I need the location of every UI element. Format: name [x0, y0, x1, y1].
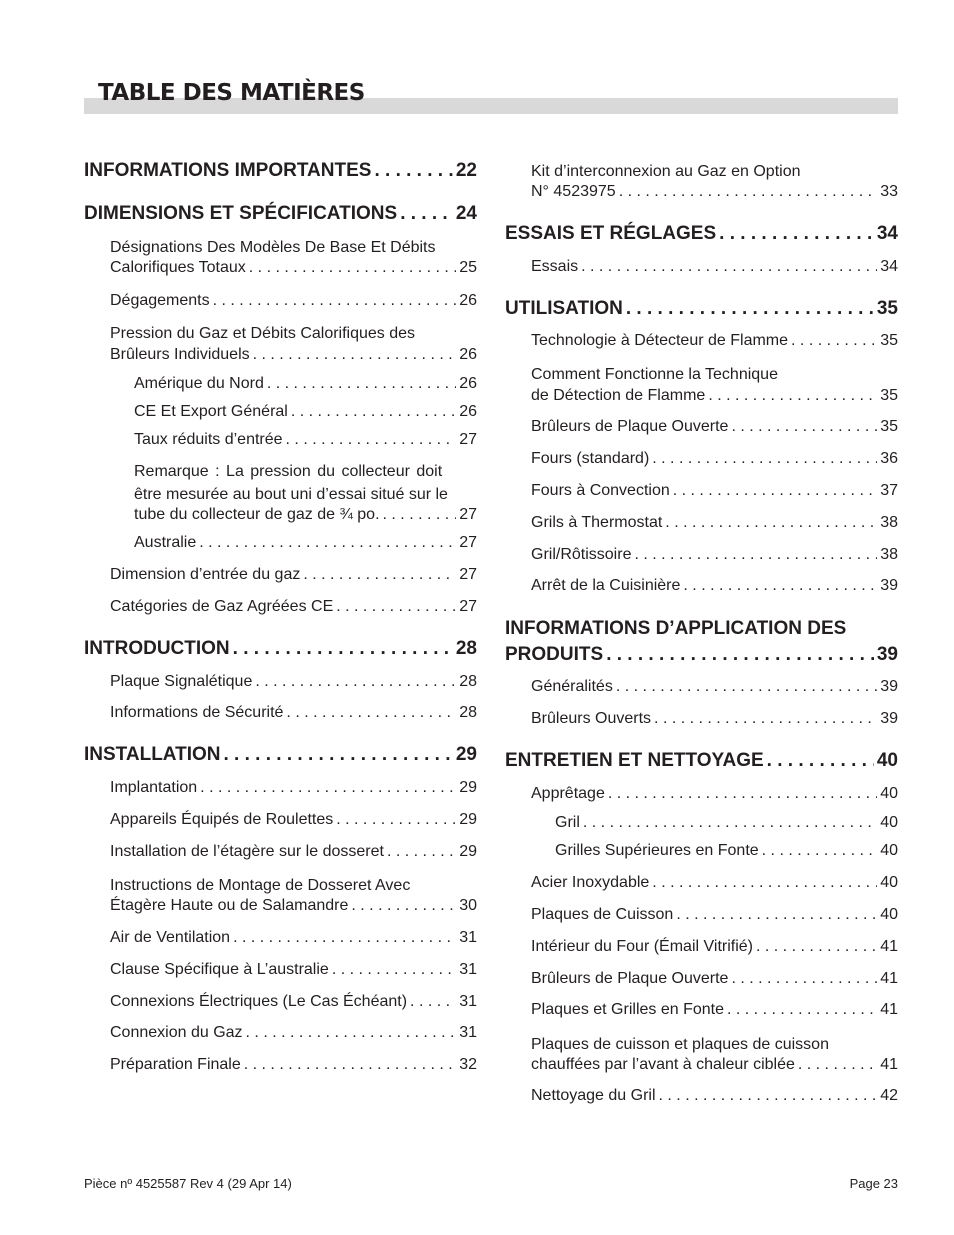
- dot-leader: [400, 203, 453, 225]
- toc-entry-nettoyage-gril[interactable]: [531, 1087, 898, 1105]
- toc-entry-designations-line1: Désignations Des Modèles De Base Et Débits: [110, 239, 436, 256]
- toc-page: 27: [459, 534, 477, 551]
- dot-leader: [665, 514, 877, 532]
- toc-entry-degagements[interactable]: [110, 292, 477, 310]
- toc-entry-informations-importantes[interactable]: [84, 160, 477, 182]
- toc-page: 33: [880, 183, 898, 200]
- toc-entry-pression-line1: Pression du Gaz et Débits Calorifiques des: [110, 325, 416, 342]
- toc-entry-bruleurs-plaque-2[interactable]: [531, 970, 898, 988]
- toc-entry-pression[interactable]: [110, 346, 477, 364]
- toc-entry-plaques-chauffees[interactable]: [531, 1056, 898, 1074]
- toc-page: 29: [459, 811, 477, 828]
- toc-label: CE Et Export Général: [134, 403, 288, 420]
- dot-leader: [246, 1024, 457, 1042]
- toc-label: Brûleurs Individuels: [110, 346, 250, 363]
- toc-page: 39: [876, 644, 898, 665]
- toc-page: 36: [880, 450, 898, 467]
- toc-entry-remarque-line2: être mesurée au bout uni d’essai situé sur le: [134, 486, 448, 503]
- toc-label: Brûleurs de Plaque Ouverte: [531, 970, 729, 987]
- dot-leader: [253, 346, 457, 364]
- toc-page: 35: [880, 418, 898, 435]
- dot-leader: [616, 678, 877, 696]
- toc-entry-fours[interactable]: [531, 450, 898, 468]
- toc-page: 35: [876, 298, 898, 319]
- toc-label: INSTALLATION: [84, 744, 221, 765]
- toc-page: 34: [880, 258, 898, 275]
- toc-page: 29: [455, 744, 477, 765]
- toc-entry-securite[interactable]: [110, 704, 477, 722]
- dot-leader: [654, 710, 877, 728]
- toc-page: 29: [459, 843, 477, 860]
- page-title: TABLE DES MATIÈRES: [98, 80, 365, 106]
- toc-label: Appareils Équipés de Roulettes: [110, 811, 334, 828]
- toc-page: 40: [880, 842, 898, 859]
- dot-leader: [255, 673, 456, 691]
- dot-leader: [410, 993, 456, 1011]
- dot-leader: [652, 450, 877, 468]
- dot-leader: [303, 566, 456, 584]
- toc-label: Catégories de Gaz Agréées CE: [110, 598, 334, 615]
- toc-entry-plaques-cuisson[interactable]: [531, 906, 898, 924]
- toc-label: Australie: [134, 534, 197, 551]
- toc-label: UTILISATION: [505, 298, 623, 319]
- toc-entry-dimensions[interactable]: [84, 203, 477, 225]
- toc-page: 37: [880, 482, 898, 499]
- dot-leader: [626, 298, 874, 320]
- dot-leader: [199, 534, 456, 552]
- toc-entry-kit[interactable]: [531, 183, 898, 201]
- dot-leader: [581, 258, 877, 276]
- dot-leader: [762, 842, 878, 860]
- dot-leader: [387, 843, 456, 861]
- toc-entry-connexion-gaz[interactable]: [110, 1024, 477, 1042]
- toc-entry-technologie[interactable]: [531, 332, 898, 350]
- toc-page: 40: [880, 874, 898, 891]
- toc-label: Air de Ventilation: [110, 929, 231, 946]
- toc-entry-comment[interactable]: [531, 387, 898, 405]
- toc-label: Brûleurs Ouverts: [531, 710, 652, 727]
- toc-entry-ce-export[interactable]: [134, 403, 477, 421]
- toc-label: Dimension d’entrée du gaz: [110, 566, 301, 583]
- dot-leader: [719, 223, 874, 245]
- toc-entry-kit-line1: Kit d’interconnexion au Gaz en Option: [531, 163, 801, 180]
- dot-leader: [659, 1087, 878, 1105]
- toc-page: 41: [880, 938, 898, 955]
- toc-entry-grilles-sup[interactable]: [555, 842, 898, 860]
- dot-leader: [233, 929, 456, 947]
- toc-entry-application[interactable]: [505, 644, 898, 666]
- toc-entry-designations[interactable]: [110, 259, 477, 277]
- toc-entry-implantation[interactable]: [110, 779, 477, 797]
- toc-entry-remarque-line1-wrap: [134, 460, 477, 483]
- toc-label: Gril: [555, 814, 580, 831]
- toc-label: Nettoyage du Gril: [531, 1087, 656, 1104]
- toc-label: Grilles Supérieures en Fonte: [555, 842, 759, 859]
- toc-entry-entretien[interactable]: [505, 750, 898, 772]
- dot-leader: [583, 814, 877, 832]
- toc-label: Technologie à Détecteur de Flamme: [531, 332, 789, 349]
- toc-label: Informations de Sécurité: [110, 704, 284, 721]
- toc-entry-plaques-chauffees-line1: Plaques de cuisson et plaques de cuisson: [531, 1036, 829, 1053]
- toc-entry-acier[interactable]: [531, 874, 898, 892]
- toc-label: Brûleurs de Plaque Ouverte: [531, 418, 729, 435]
- dot-leader: [683, 577, 877, 595]
- toc-label: Plaques et Grilles en Fonte: [531, 1001, 724, 1018]
- toc-entry-clause[interactable]: [110, 961, 477, 979]
- dot-leader: [727, 1001, 877, 1019]
- toc-label: de Détection de Flamme: [531, 387, 706, 404]
- toc-entry-bruleurs-ouverts[interactable]: [531, 710, 898, 728]
- toc-page: 35: [880, 387, 898, 404]
- dot-leader: [336, 811, 456, 829]
- toc-page: 41: [880, 1056, 898, 1073]
- dot-leader: [767, 750, 874, 772]
- dot-leader: [332, 961, 456, 979]
- dot-leader: [619, 183, 878, 201]
- toc-label: ESSAIS ET RÉGLAGES: [505, 223, 717, 244]
- toc-entry-essais-reglages[interactable]: [505, 223, 898, 245]
- toc-page: 27: [459, 431, 477, 448]
- toc-label: INTRODUCTION: [84, 638, 230, 659]
- toc-label: Taux réduits d’entrée: [134, 431, 283, 448]
- toc-page: 31: [459, 1024, 477, 1041]
- dot-leader: [286, 704, 456, 722]
- toc-entry-comment-line1: Comment Fonctionne la Technique: [531, 366, 778, 383]
- toc-label: ENTRETIEN ET NETTOYAGE: [505, 750, 764, 771]
- toc-page: 41: [880, 970, 898, 987]
- toc-page: 40: [876, 750, 898, 771]
- toc-entry-categories[interactable]: [110, 598, 477, 616]
- toc-entry-grils-thermostat[interactable]: [531, 514, 898, 532]
- toc-label: Fours à Convection: [531, 482, 670, 499]
- toc-label: tube du collecteur de gaz de ¾ po.: [134, 506, 380, 523]
- toc-label: DIMENSIONS ET SPÉCIFICATIONS: [84, 203, 398, 224]
- toc-page: 27: [459, 566, 477, 583]
- dot-leader: [336, 598, 456, 616]
- dot-leader: [606, 644, 874, 666]
- toc-label: Amérique du Nord: [134, 375, 264, 392]
- toc-page: 39: [880, 678, 898, 695]
- toc-label: Fours (standard): [531, 450, 650, 467]
- toc-page: 22: [455, 160, 477, 181]
- toc-page: 31: [459, 929, 477, 946]
- dot-leader: [374, 160, 452, 182]
- toc-label: N° 4523975: [531, 183, 616, 200]
- toc-label: Acier Inoxydable: [531, 874, 650, 891]
- toc-page: 40: [880, 814, 898, 831]
- dot-leader: [673, 482, 877, 500]
- dot-leader: [652, 874, 877, 892]
- toc-label: Essais: [531, 258, 579, 275]
- toc-label: Implantation: [110, 779, 198, 796]
- dot-leader: [224, 744, 453, 766]
- toc-label: Installation de l’étagère sur le dosseret: [110, 843, 384, 860]
- toc-page: 28: [459, 673, 477, 690]
- toc-label: Plaques de Cuisson: [531, 906, 674, 923]
- toc-page: 34: [876, 223, 898, 244]
- toc-page: 40: [880, 785, 898, 802]
- footer-page-number: Page 23: [849, 1176, 898, 1191]
- dot-leader: [351, 897, 456, 915]
- toc-entry-appretage[interactable]: [531, 785, 898, 803]
- toc-label: PRODUITS: [505, 644, 604, 665]
- dot-leader: [213, 292, 457, 310]
- toc-page: 25: [459, 259, 477, 276]
- toc-entry-fours-convection[interactable]: [531, 482, 898, 500]
- dot-leader: [791, 332, 877, 350]
- toc-page: 29: [459, 779, 477, 796]
- toc-page: 38: [880, 514, 898, 531]
- toc-page: 26: [459, 292, 477, 309]
- dot-leader: [798, 1056, 877, 1074]
- dot-leader: [756, 938, 877, 956]
- dot-leader: [249, 259, 456, 277]
- dot-leader: [634, 546, 877, 564]
- toc-label: Arrêt de la Cuisinière: [531, 577, 681, 594]
- toc-page: 39: [880, 577, 898, 594]
- dot-leader: [731, 418, 877, 436]
- toc-page: 39: [880, 710, 898, 727]
- toc-label: Étagère Haute ou de Salamandre: [110, 897, 349, 914]
- dot-leader: [267, 375, 456, 393]
- toc-entry-roulettes[interactable]: [110, 811, 477, 829]
- toc-entry-australie[interactable]: [134, 534, 477, 552]
- toc-page: 40: [880, 906, 898, 923]
- footer-part-number: Pièce nº 4525587 Rev 4 (29 Apr 14): [84, 1176, 292, 1191]
- toc-page: 35: [880, 332, 898, 349]
- toc-page: 31: [459, 961, 477, 978]
- toc-entry-amerique[interactable]: [134, 375, 477, 393]
- dot-leader: [244, 1056, 456, 1074]
- toc-page: 27: [459, 598, 477, 615]
- toc-page: 28: [455, 638, 477, 659]
- toc-label: Préparation Finale: [110, 1056, 241, 1073]
- toc-label: Clause Spécifique à L’australie: [110, 961, 329, 978]
- toc-label: Plaque Signalétique: [110, 673, 253, 690]
- toc-entry-remarque-line1: Remarque : La pression du collecteur doit: [134, 463, 443, 480]
- toc-page: 26: [459, 346, 477, 363]
- dot-leader: [233, 638, 453, 660]
- toc-label: Dégagements: [110, 292, 210, 309]
- toc-entry-etagere[interactable]: [110, 843, 477, 861]
- toc-label: Intérieur du Four (Émail Vitrifié): [531, 938, 753, 955]
- toc-entry-application-line1: INFORMATIONS D’APPLICATION DES: [505, 618, 847, 639]
- toc-label: Connexions Électriques (Le Cas Échéant): [110, 993, 408, 1010]
- dot-leader: [291, 403, 456, 421]
- toc-entry-montage[interactable]: [110, 897, 477, 915]
- toc-page: 28: [459, 704, 477, 721]
- toc-entry-electriques[interactable]: [110, 993, 477, 1011]
- toc-entry-generalites[interactable]: [531, 678, 898, 696]
- toc-label: Généralités: [531, 678, 613, 695]
- toc-label: Connexion du Gaz: [110, 1024, 243, 1041]
- toc-page: 31: [459, 993, 477, 1010]
- dot-leader: [608, 785, 877, 803]
- toc-page: 24: [455, 203, 477, 224]
- toc-page: 32: [459, 1056, 477, 1073]
- toc-entry-plaque[interactable]: [110, 673, 477, 691]
- toc-entry-arret[interactable]: [531, 577, 898, 595]
- toc-page: 41: [880, 1001, 898, 1018]
- toc-entry-introduction[interactable]: [84, 638, 477, 660]
- toc-entry-ventilation[interactable]: [110, 929, 477, 947]
- toc-label: INFORMATIONS IMPORTANTES: [84, 160, 372, 181]
- toc-entry-bruleurs-plaque[interactable]: [531, 418, 898, 436]
- toc-page: 26: [459, 403, 477, 420]
- toc-entry-plaques-grilles[interactable]: [531, 1001, 898, 1019]
- dot-leader: [731, 970, 877, 988]
- toc-page: 30: [459, 897, 477, 914]
- toc-page: 42: [880, 1087, 898, 1104]
- dot-leader: [286, 431, 457, 449]
- toc-entry-installation[interactable]: [84, 744, 477, 766]
- toc-page: 38: [880, 546, 898, 563]
- toc-label: chauffées par l’avant à chaleur ciblée: [531, 1056, 795, 1073]
- toc-page: 26: [459, 375, 477, 392]
- toc-label: Apprêtage: [531, 785, 605, 802]
- toc-page: 27: [459, 506, 477, 523]
- toc-entry-preparation[interactable]: [110, 1056, 477, 1074]
- dot-leader: [383, 506, 457, 524]
- toc-entry-remarque[interactable]: [134, 506, 477, 524]
- dot-leader: [676, 906, 877, 924]
- toc-entry-montage-line1: Instructions de Montage de Dosseret Avec: [110, 877, 411, 894]
- toc-entry-interieur[interactable]: [531, 938, 898, 956]
- toc-entry-taux[interactable]: [134, 431, 477, 449]
- toc-entry-utilisation[interactable]: [505, 298, 898, 320]
- toc-entry-gril[interactable]: [555, 814, 898, 832]
- toc-label: Gril/Rôtissoire: [531, 546, 632, 563]
- toc-entry-dimension-entree[interactable]: [110, 566, 477, 584]
- dot-leader: [708, 387, 877, 405]
- dot-leader: [200, 779, 456, 797]
- toc-label: Calorifiques Totaux: [110, 259, 246, 276]
- toc-entry-gril-rotissoire[interactable]: [531, 546, 898, 564]
- toc-entry-essais[interactable]: [531, 258, 898, 276]
- toc-label: Grils à Thermostat: [531, 514, 663, 531]
